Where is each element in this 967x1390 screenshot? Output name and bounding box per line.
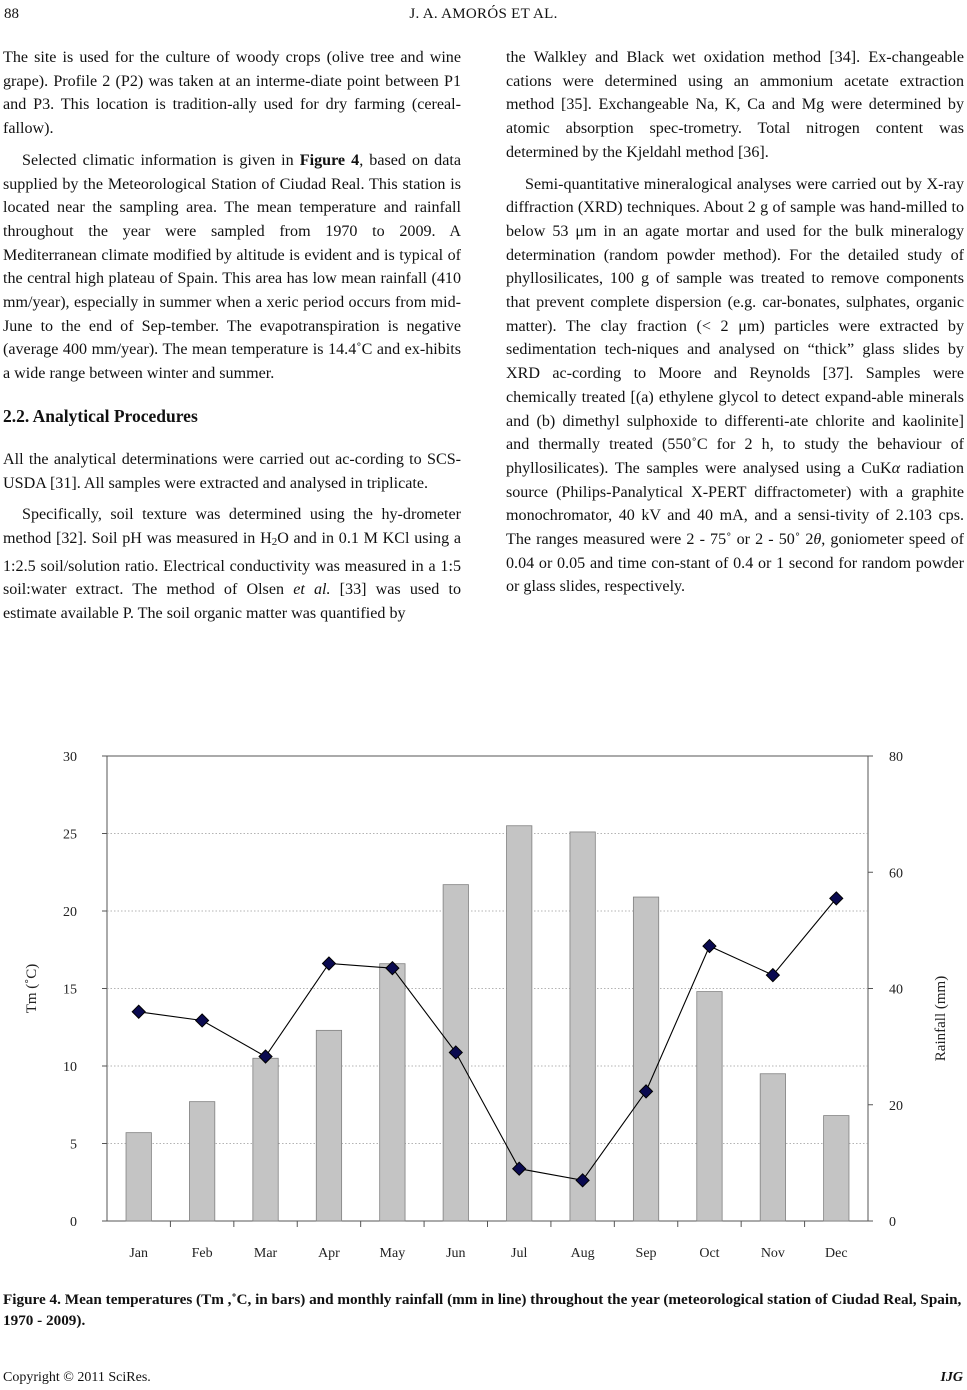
x-tick-label: Nov bbox=[760, 1246, 785, 1261]
x-tick-label: Dec bbox=[825, 1246, 848, 1261]
y-left-tick-label: 25 bbox=[63, 827, 77, 843]
paragraph: Specifically, soil texture was determined using the hy-drometer method [32]. Soil pH was measured in H2O and in 0.1 M KCl using a 1:2.5 soil/solution ratio. Electrical conductivity was measured in a 1:5 soil:water extract. The method of Olsen et al. [33] was used to estimate available P. The soil organic matter was quantified by bbox=[3, 506, 462, 623]
temperature-bar bbox=[126, 1133, 151, 1221]
right-column bbox=[506, 46, 964, 607]
y-left-tick-label: 0 bbox=[70, 1215, 77, 1230]
x-tick-label: Sep bbox=[635, 1246, 657, 1261]
journal-abbrev: IJG bbox=[940, 1370, 963, 1385]
paragraph: The site is used for the culture of woody crops (olive tree and wine grape). Profile 2 (P2) was taken at an interme-diate point between P1 and P3. This location is tradition-ally used for dry farming (cereal-fallow). bbox=[3, 49, 461, 138]
x-tick-label: May bbox=[379, 1246, 406, 1261]
temperature-bar bbox=[380, 964, 405, 1221]
copyright: Copyright © 2011 SciRes. bbox=[3, 1370, 151, 1385]
x-tick-label: Apr bbox=[318, 1246, 340, 1261]
y-left-tick-label: 15 bbox=[63, 982, 77, 998]
x-tick-label: Jan bbox=[129, 1246, 149, 1261]
figure-caption: Figure 4. Mean temperatures (Tm ,˚C, in bars) and monthly rainfall (mm in line) throughout the year (meteorological station of Ciudad Real, Spain, 1970 - 2009). bbox=[3, 1291, 962, 1329]
figure-reference: Figure 4 bbox=[299, 151, 360, 169]
left-column bbox=[3, 46, 461, 634]
y-right-tick-label: 0 bbox=[889, 1215, 896, 1230]
figure-4 bbox=[0, 740, 967, 1280]
y-left-tick-label: 5 bbox=[70, 1137, 77, 1153]
climate-chart bbox=[0, 740, 967, 1280]
x-tick-label: Jun bbox=[446, 1246, 466, 1261]
y-left-axis-title: Tm (˚C) bbox=[24, 963, 40, 1014]
temperature-bar bbox=[316, 1030, 341, 1221]
temperature-bar bbox=[697, 992, 722, 1221]
x-tick-label: Aug bbox=[570, 1246, 595, 1261]
y-left-tick-label: 10 bbox=[63, 1060, 77, 1075]
plot-area bbox=[107, 756, 868, 1221]
y-right-tick-label: 80 bbox=[889, 750, 903, 765]
y-left-tick-label: 20 bbox=[63, 905, 77, 920]
page-number: 88 bbox=[4, 6, 19, 22]
running-head: J. A. AMORÓS ET AL. bbox=[409, 6, 558, 22]
paragraph: the Walkley and Black wet oxidation method [34]. Ex-changeable cations were determined using an ammonium acetate extraction method [35]. Exchangeable Na, K, Ca and Mg were determined by atomic absorption spec-trometry. Total nitrogen content was determined by the Kjeldahl method [36]. bbox=[506, 49, 964, 161]
y-right-tick-label: 40 bbox=[889, 982, 903, 998]
paragraph: Semi-quantitative mineralogical analyses were carried out by X-ray diffraction (XRD) techniques. About 2 g of sample was hand-milled to below 53 μm in an agate mortar and used for the bulk mineralogy determination (random powder method). For the detailed study of phyllosilicates, 100 g of sample was treated to remove components that prevent complete dispersion (e.g. car-bonates, sulphates, organic matter). The clay fraction (< 2 μm) particles were extracted by sedimentation tech-niques and analysed on “thick” glass slides by XRD ac-cording to Moore and Reynolds [37]. Samples were chemically treated [(a) ethylene glycol to detect expand-able minerals and (b) dimethyl sulphoxide to differenti-ate chlorite and kaolinite] and thermally treated (550˚C for 2 h, to study the behaviour of phyllosilicates). The samples were analysed using a CuKα radiation source (Philips-Panalytical X-PERT diffractometer) with a graphite monochromator, 40 kV and 40 mA, and a sensi-tivity of 2.103 cps. The ranges measured were 2 - 75˚ or 2 - 50˚ 2θ, goniometer speed of 0.04 or 0.05 and time con-stant of 0.4 or 1 second for random powder or glass slides, respectively. bbox=[506, 175, 965, 596]
x-tick-label: Mar bbox=[253, 1246, 278, 1261]
x-tick-label: Feb bbox=[191, 1246, 213, 1261]
temperature-bar bbox=[253, 1058, 278, 1221]
y-right-axis-title: Rainfall (mm) bbox=[933, 975, 949, 1062]
temperature-bar bbox=[633, 897, 658, 1221]
temperature-bar bbox=[570, 832, 595, 1221]
temperature-bar bbox=[824, 1116, 849, 1221]
temperature-bar bbox=[760, 1074, 785, 1221]
x-tick-label: Oct bbox=[699, 1246, 720, 1261]
temperature-bar bbox=[189, 1102, 214, 1221]
x-tick-label: Jul bbox=[511, 1246, 528, 1261]
section-heading: 2.2. Analytical Procedures bbox=[3, 405, 198, 426]
paragraph: All the analytical determinations were carried out ac-cording to SCS-USDA [31]. All samples were extracted and analysed in triplicate. bbox=[3, 450, 461, 492]
y-right-tick-label: 20 bbox=[889, 1098, 903, 1114]
y-left-tick-label: 30 bbox=[63, 750, 77, 765]
page-header bbox=[0, 6, 967, 28]
paragraph: Selected climatic information is given in Figure 4, based on data supplied by the Meteorological Station of Ciudad Real. This station is located near the sampling area. The mean temperature and rainfall throughout the year were sampled from 1970 to 2009. A Mediterranean climate modified by altitude is evident and is typical of the central high plateau of Spain. This area has low mean rainfall (410 mm/year), especially in summer when a xeric period occurs from mid-June to the end of Sep-tember. The evapotranspiration is negative (average 400 mm/year). The mean temperature is 14.4˚C and ex-hibits a wide range between winter and summer. bbox=[3, 151, 461, 383]
y-right-tick-label: 60 bbox=[889, 866, 903, 882]
